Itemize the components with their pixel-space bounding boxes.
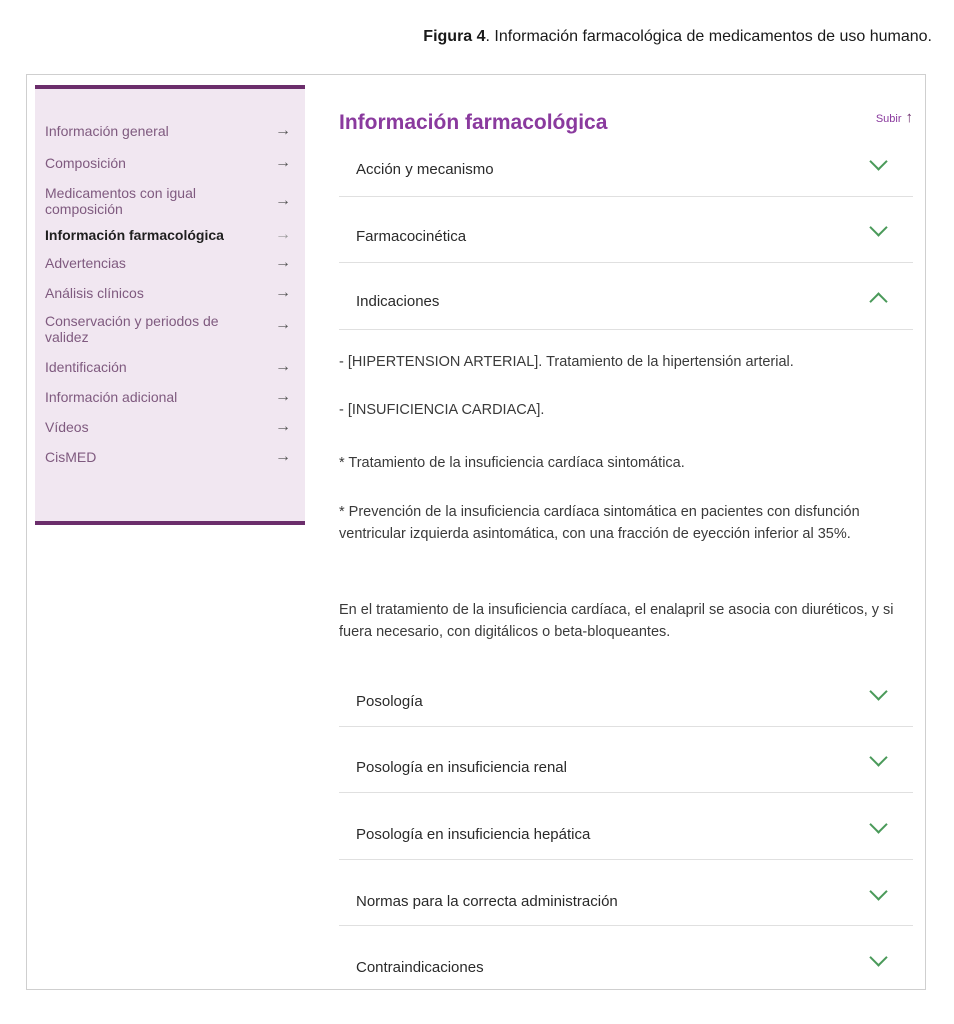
arrow-right-icon: → [275, 226, 291, 243]
chevron-down-icon [869, 218, 887, 236]
sidebar-item-videos[interactable] [35, 419, 305, 435]
sidebar-item-informacion-adicional[interactable] [35, 389, 305, 405]
figure-caption-label: Figura 4 [423, 28, 486, 45]
chevron-up-icon [869, 292, 887, 310]
chevron-down-icon [869, 152, 887, 170]
chevron-down-icon [869, 682, 887, 700]
accordion-label: Farmacocinética [356, 228, 467, 245]
sidebar-item-advertencias[interactable] [35, 255, 305, 271]
accordion-label: Acción y mecanismo [356, 161, 494, 178]
page-frame [26, 74, 926, 990]
arrow-right-icon: → [275, 254, 291, 271]
accordion-posologia-insuficiencia-renal[interactable] [339, 727, 913, 793]
sidebar-item-label: Información farmacológica [45, 227, 224, 243]
page-title: Información farmacológica [339, 111, 608, 134]
arrow-right-icon: → [275, 154, 291, 171]
sidebar-nav [35, 85, 305, 525]
sidebar-item-label: Composición [45, 155, 126, 171]
sidebar-item-conservacion-validez[interactable] [35, 313, 305, 345]
sidebar-item-label: Vídeos [45, 419, 89, 435]
figure-caption-text: . Información farmacológica de medicamentos de uso humano. [485, 28, 932, 45]
arrow-right-icon: → [275, 418, 291, 435]
sidebar-item-label: Medicamentos con igual composición [45, 185, 196, 217]
accordion-label: Posología en insuficiencia hepática [356, 826, 591, 843]
accordion-label: Normas para la correcta administración [356, 893, 618, 910]
accordion-accion-mecanismo[interactable] [339, 131, 913, 197]
accordion-indicaciones[interactable] [339, 263, 913, 330]
accordion-label: Posología [356, 693, 423, 710]
arrow-up-icon: ↑ [905, 109, 913, 126]
indicaciones-paragraph: - [INSUFICIENCIA CARDIACA]. [339, 402, 545, 418]
sidebar-item-analisis-clinicos[interactable] [35, 285, 305, 301]
arrow-right-icon: → [275, 316, 291, 333]
arrow-right-icon: → [275, 284, 291, 301]
indicaciones-paragraph: * Prevención de la insuficiencia cardíaca sintomática en pacientes con disfunción ventricular izquierda asintomática, con una fracción de eyección inferior al 35%. [339, 504, 860, 542]
sidebar-item-label: Análisis clínicos [45, 285, 144, 301]
sidebar-item-label: Información adicional [45, 389, 178, 405]
accordion-farmacocinetica[interactable] [339, 197, 913, 263]
indicaciones-paragraph: - [HIPERTENSION ARTERIAL]. Tratamiento de la hipertensión arterial. [339, 354, 794, 370]
arrow-right-icon: → [275, 122, 291, 139]
chevron-down-icon [869, 748, 887, 766]
arrow-right-icon: → [275, 358, 291, 375]
indicaciones-paragraph: * Tratamiento de la insuficiencia cardíaca sintomática. [339, 455, 685, 471]
subir-link[interactable] [876, 109, 913, 126]
sidebar-item-medicamentos-igual-composicion[interactable] [35, 185, 305, 217]
sidebar-item-label: CisMED [45, 449, 97, 465]
sidebar-item-identificacion[interactable] [35, 359, 305, 375]
sidebar-item-label: Conservación y periodos de validez [45, 313, 219, 345]
sidebar-item-informacion-farmacologica[interactable] [35, 227, 305, 243]
arrow-right-icon: → [275, 192, 291, 209]
accordion-label: Contraindicaciones [356, 959, 484, 976]
sidebar-item-label: Advertencias [45, 255, 126, 271]
sidebar-item-cismed[interactable] [35, 449, 305, 465]
sidebar-item-label: Información general [45, 123, 169, 139]
accordion-normas-administracion[interactable] [339, 860, 913, 926]
accordion-posologia[interactable] [339, 661, 913, 727]
accordion-label: Indicaciones [356, 293, 440, 310]
indicaciones-paragraph: En el tratamiento de la insuficiencia cardíaca, el enalapril se asocia con diuréticos, y si fuera necesario, con digitálicos o beta-bloqueantes. [339, 602, 894, 640]
sidebar-item-informacion-general[interactable] [35, 123, 305, 139]
arrow-right-icon: → [275, 388, 291, 405]
accordion-posologia-insuficiencia-hepatica[interactable] [339, 793, 913, 860]
subir-label: Subir [875, 113, 902, 125]
chevron-down-icon [869, 948, 887, 966]
sidebar-item-composicion[interactable] [35, 155, 305, 171]
chevron-down-icon [869, 882, 887, 900]
chevron-down-icon [869, 815, 887, 833]
accordion-label: Posología en insuficiencia renal [356, 759, 567, 776]
sidebar-item-label: Identificación [45, 359, 127, 375]
arrow-right-icon: → [275, 448, 291, 465]
accordion-contraindicaciones[interactable] [339, 926, 913, 990]
figure-caption [292, 28, 932, 46]
